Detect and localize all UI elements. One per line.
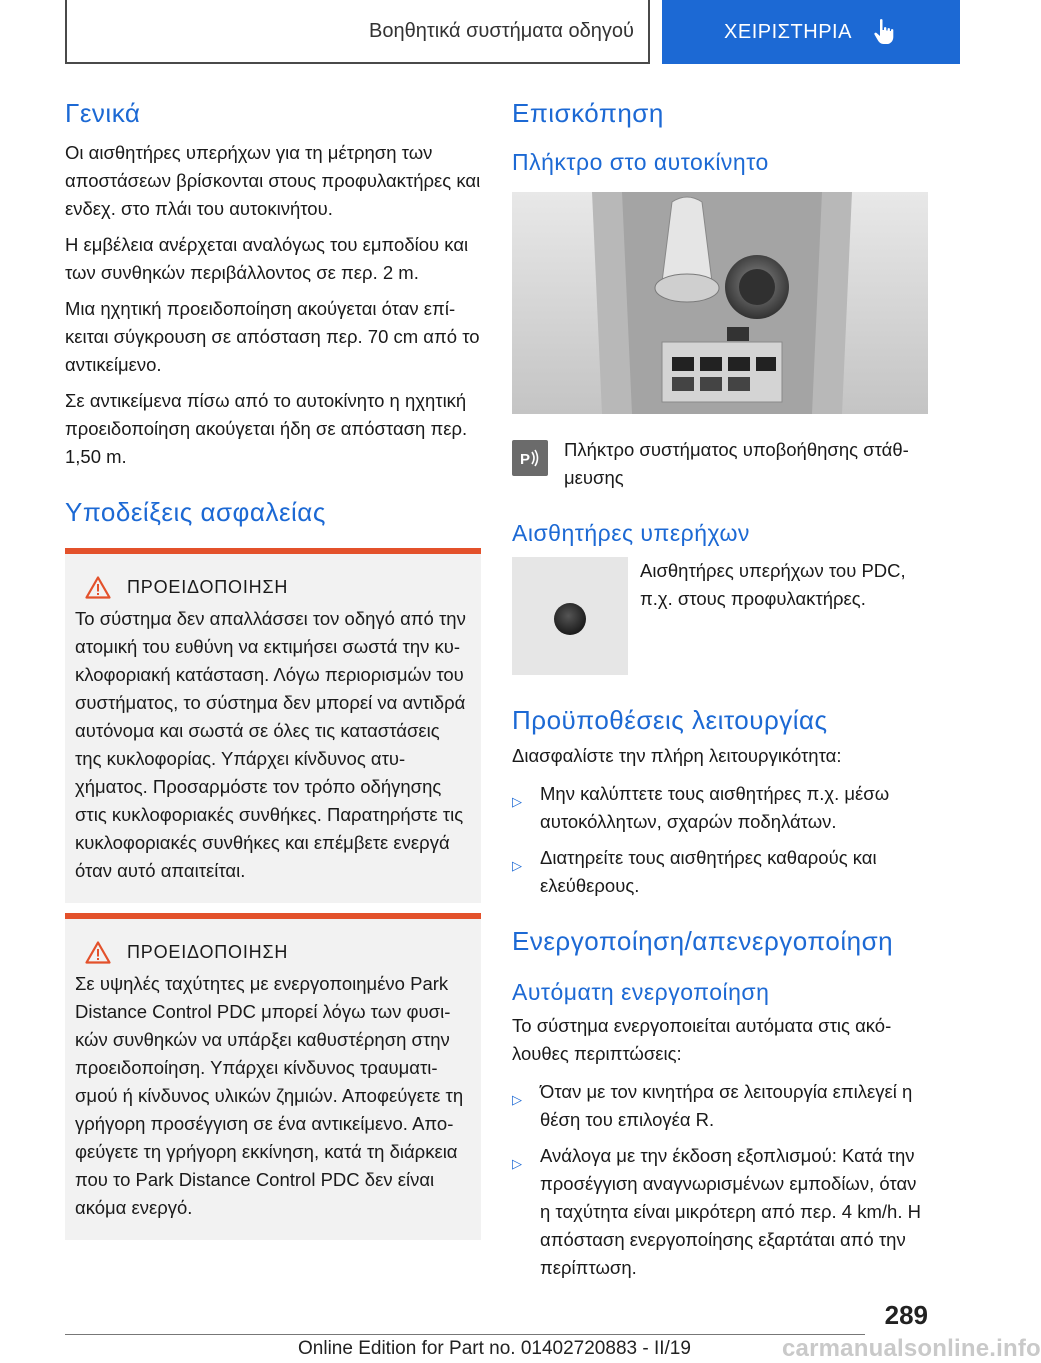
- sensors-heading: Αισθητήρες υπερήχων: [512, 520, 750, 546]
- warning-title-1: [85, 576, 471, 599]
- footer-divider: [65, 1334, 865, 1335]
- sensors-row: [512, 557, 928, 675]
- prereq-heading: Προϋποθέσεις λειτουργίας: [512, 705, 828, 735]
- warning-title-2: [85, 941, 471, 964]
- button-heading: Πλήκτρο στο αυτοκίνητο: [512, 149, 769, 175]
- general-paragraph-4: Σε αντικείμενα πίσω από το αυτοκίνητο η ηχητική προειδοποίηση ακούγεται ήδη σε απόσταση περ. 1,50 m.: [65, 390, 468, 467]
- footer-watermark[interactable]: carmanualsonline.info: [782, 1335, 1041, 1362]
- warning-text-2: Σε υψηλές ταχύτητες με ενεργοποιημένο Park Distance Control PDC μπορεί λόγω των φυσικών συνθηκών να υπάρξει καθυστέρηση στην προειδοποίηση. Υπάρχει κίνδυνος τραυματισμού ή κίνδυνος υλικών ζημιών. Αποφεύγετε τη γρήγορη προσέγγιση σε ένα αντικείμενο. Αποφεύγετε τη γρήγορη εκκίνηση, κατά τη διάρκεια που το Park Distance Control PDC δεν είναι ακόμα ενεργό.: [75, 973, 464, 1218]
- ultrasonic-sensor-image: [512, 557, 628, 675]
- warning-box-1: [65, 548, 481, 903]
- list-item-text: Όταν με τον κινητήρα σε λειτουργία επιλεγεί η θέση του επιλογέα R.: [540, 1081, 913, 1130]
- left-column: [65, 98, 481, 1240]
- list-item: [512, 780, 928, 836]
- header-chapter-title: ΧΕΙΡΙΣΤΗΡΙΑ: [724, 20, 852, 43]
- bullet-triangle-icon: ▷: [512, 1092, 522, 1107]
- button-caption-row: [512, 436, 928, 492]
- page-number: 289: [884, 1300, 928, 1330]
- activation-heading: Ενεργοποίηση/απενεργοποίηση: [512, 926, 894, 956]
- prereq-list: [512, 780, 928, 900]
- bullet-triangle-icon: ▷: [512, 794, 522, 809]
- header-section-bar: [65, 0, 650, 64]
- warning-triangle-icon: [85, 576, 111, 599]
- warning-triangle-icon: [85, 941, 111, 964]
- header-chapter-tab[interactable]: [662, 0, 960, 64]
- bullet-triangle-icon: ▷: [512, 858, 522, 873]
- general-paragraph-3: Μια ηχητική προειδοποίηση ακούγεται όταν επίκειται σύγκρουση σε απόσταση περ. 70 cm από το αντικείμενο.: [65, 298, 480, 375]
- auto-list: [512, 1078, 928, 1282]
- footer-edition: Online Edition for Part no. 01402720883 - II/19: [298, 1338, 691, 1359]
- prereq-intro: Διασφαλίστε την πλήρη λειτουργικότητα:: [512, 745, 842, 766]
- auto-heading: Αυτόματη ενεργοποίηση: [512, 979, 770, 1005]
- console-photo: [512, 192, 928, 414]
- warning-label-2: ΠΡΟΕΙΔΟΠΟΙΗΣΗ: [127, 942, 289, 962]
- list-item: [512, 1142, 928, 1282]
- general-heading: Γενικά: [65, 98, 141, 128]
- warning-label-1: ΠΡΟΕΙΔΟΠΟΙΗΣΗ: [127, 577, 289, 597]
- bullet-triangle-icon: ▷: [512, 1156, 522, 1171]
- list-item: [512, 844, 928, 900]
- button-caption: Πλήκτρο συστήματος υποβοήθησης στάθμευσης: [564, 439, 909, 488]
- safety-heading: Υποδείξεις ασφαλείας: [65, 497, 326, 527]
- overview-heading: Επισκόπηση: [512, 98, 664, 128]
- center-console-image: [512, 192, 928, 414]
- parking-sensor-icon: [512, 440, 548, 476]
- list-item: [512, 1078, 928, 1134]
- hand-pointer-icon: [872, 18, 898, 46]
- right-column: [512, 98, 928, 1282]
- warning-box-2: [65, 913, 481, 1240]
- sensor-photo: [512, 557, 628, 675]
- list-item-text: Ανάλογα με την έκδοση εξοπλισμού: Κατά την προσέγγιση αναγνωρισμένων εμποδίων, όταν η ταχύτητα είναι μικρότερη από περ. 4 km/h. Η απόσταση ενεργοποίησης εξαρτάται από την περίπτωση.: [540, 1145, 921, 1278]
- list-item-text: Διατηρείτε τους αισθητήρες καθαρούς και ελεύθερους.: [540, 847, 877, 896]
- warning-text-1: Το σύστημα δεν απαλλάσσει τον οδηγό από την ατομική του ευθύνη να εκτιμήσει σωστά την κυκλοφοριακή κατάσταση. Λόγω περιορισμών του συστήματος, το σύστημα δεν μπορεί να αντιδρά αυτόνομα και σωστά σε όλες τις καταστάσεις της κυκλοφορίας. Υπάρχει κίνδυνος ατυχήματος. Προσαρμόστε τον τρόπο οδήγησης στις κυκλοφοριακές συνθήκες. Παρατηρήστε τις κυκλοφοριακές συνθήκες και επέμβετε ενεργά όταν αυτό απαιτείται.: [75, 608, 466, 881]
- general-paragraph-1: Οι αισθητήρες υπερήχων για τη μέτρηση των αποστάσεων βρίσκονται στους προφυλακτήρες και ενδεχ. στο πλάι του αυτοκινήτου.: [65, 142, 481, 219]
- list-item-text: Μην καλύπτετε τους αισθητήρες π.χ. μέσω αυτοκόλλητων, σχαρών ποδηλάτων.: [540, 783, 890, 832]
- auto-intro: Το σύστημα ενεργοποιείται αυτόματα στις ακόλουθες περιπτώσεις:: [512, 1015, 892, 1064]
- sensors-text: Αισθητήρες υπερήχων του PDC, π.χ. στους προφυλακτήρες.: [640, 560, 906, 609]
- svg-text:P: P: [520, 451, 531, 468]
- header-section-title: Βοηθητικά συστήματα οδηγού: [369, 19, 634, 42]
- general-paragraph-2: Η εμβέλεια ανέρχεται αναλόγως του εμποδίου και των συνθηκών περιβάλλοντος σε περ. 2 m.: [65, 234, 469, 283]
